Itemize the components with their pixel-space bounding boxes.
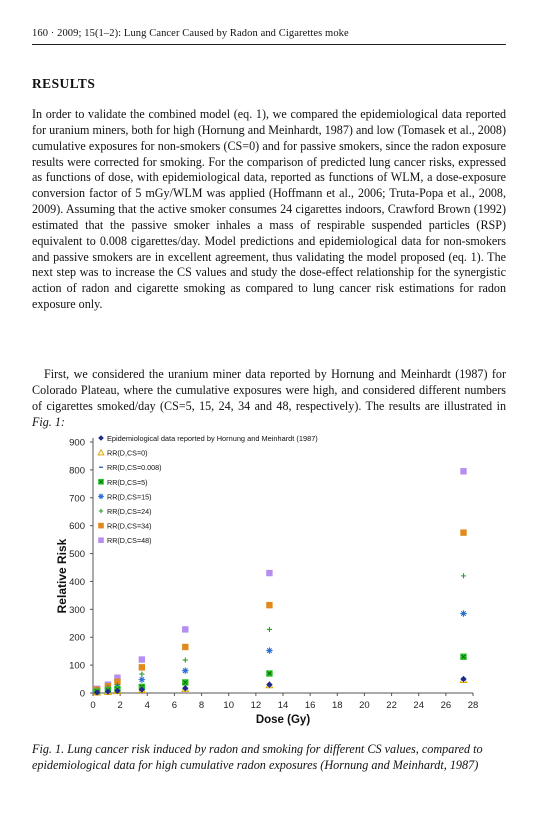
header-rule (32, 44, 506, 45)
paragraph-2 (32, 367, 506, 430)
x-tick-label: 0 (90, 700, 96, 711)
data-point (182, 667, 188, 673)
y-axis-label: Relative Risk (55, 538, 69, 614)
data-point (139, 656, 145, 662)
y-tick-label: 900 (69, 437, 85, 449)
x-tick-label: 14 (277, 700, 289, 711)
data-point (460, 529, 466, 535)
x-tick-label: 22 (386, 700, 397, 711)
data-point (139, 671, 144, 676)
data-point (183, 658, 188, 663)
x-tick-label: 28 (467, 700, 479, 711)
legend-label: RR(D,CS=5) (107, 477, 148, 487)
figure-caption: Fig. 1. Lung cancer risk induced by radon and smoking for different CS values, compared to epidemiological data for high cumulative radon exposures (Hornung and Meinhardt, 1987) (32, 742, 483, 773)
x-tick-label: 26 (440, 700, 452, 711)
paragraph-2-text: First, we considered the uranium miner data reported by Hornung and Meinhardt (1987) for Colorado Plateau, where the cumulative exposures were high, and considered different numbers of cigarettes smoked/day (CS=5, 15, 24, 34 and 48, respectively). The results are illustrated in (32, 367, 506, 413)
chart-legend (98, 434, 318, 545)
legend-marker (99, 509, 103, 513)
legend-label: Epidemiological data reported by Hornung and Meinhardt (1987) (107, 434, 318, 443)
y-tick-label: 700 (69, 493, 85, 505)
legend-label: RR(D,CS=0) (107, 448, 148, 458)
data-point (460, 468, 466, 474)
data-point (139, 676, 145, 682)
x-tick-label: 24 (413, 700, 425, 711)
data-point (266, 570, 272, 576)
data-point (460, 610, 466, 616)
x-tick-label: 20 (359, 700, 370, 711)
x-tick-label: 8 (198, 700, 205, 711)
legend-label: RR(D,CS=48) (107, 536, 152, 546)
figure-1-chart (0, 425, 534, 735)
data-point (461, 573, 466, 578)
section-title: RESULTS (32, 76, 96, 91)
x-tick-label: 6 (171, 700, 178, 711)
x-tick-label: 12 (250, 700, 262, 711)
figure-reference: Fig. 1: (32, 414, 65, 429)
running-header: 160 · 2009; 15(1–2): Lung Cancer Caused by Radon and Cigarettes moke (32, 28, 349, 39)
legend-marker (98, 494, 104, 500)
chart-marks (94, 468, 467, 696)
y-tick-label: 200 (69, 632, 85, 644)
legend-marker (98, 523, 104, 529)
data-point (266, 670, 272, 676)
data-point (266, 602, 272, 608)
y-tick-label: 0 (79, 688, 85, 700)
y-tick-label: 500 (69, 549, 85, 561)
x-tick-label: 10 (223, 700, 235, 711)
legend-marker (98, 479, 104, 485)
y-tick-label: 800 (69, 465, 85, 477)
paragraph-1: In order to validate the combined model (eq. 1), we compared the epidemiological data reported for uranium miners, both for high (Hornung and Meinhardt, 1987) and low (Tomasek et al., 2008) cumulative exposures for non-smokers (CS=0) and for passive smokers, since the radon exposure results were corrected for smoking. For the comparison of predicted lung cancer risks, expressed as functions of dose, with epidemiological data, reported as functions of WLM, a dose-exposure conversion factor of 5 mGy/WLM was applied (Hoffmann et al., 2006; Truta-Popa et al., 2008, 2009). Assuming that the active smoker consumes 24 cigarettes indoors, Crawford Brown (1992) estimated that the passive smoker inhales a mass of respirable suspended particles (RSP) equivalent to 0.008 cigarettes/day. Model predictions and epidemiological data for non-smokers and passive smokers are in excellent agreement, thus validating the model proposed (eq. 1). The next step was to increase the CS values and study the dose-effect relationship for the synergistic action of radon and cigarette smoking as compared to lung cancer risk estimations for radon exposure only. (32, 107, 506, 312)
legend-label: RR(D,CS=15) (107, 492, 152, 502)
y-tick-label: 300 (69, 604, 85, 616)
legend-marker (98, 450, 104, 455)
data-point (460, 654, 466, 660)
data-point (182, 644, 188, 650)
legend-marker (98, 537, 104, 543)
legend-label: RR(D,CS=0.008) (107, 463, 162, 473)
x-tick-label: 18 (331, 700, 343, 711)
legend-label: RR(D,CS=24) (107, 507, 152, 516)
x-tick-label: 2 (117, 700, 123, 711)
legend-label: RR(D,CS=34) (107, 521, 152, 531)
y-tick-label: 600 (69, 521, 85, 533)
data-point (139, 664, 145, 670)
x-tick-label: 16 (304, 700, 316, 711)
data-point (182, 626, 188, 632)
data-point (267, 627, 272, 632)
y-tick-label: 400 (69, 576, 85, 588)
x-tick-label: 4 (144, 700, 150, 711)
y-tick-label: 100 (69, 660, 85, 672)
data-point (266, 647, 272, 653)
legend-marker (98, 435, 104, 441)
x-axis-label: Dose (Gy) (255, 714, 311, 726)
